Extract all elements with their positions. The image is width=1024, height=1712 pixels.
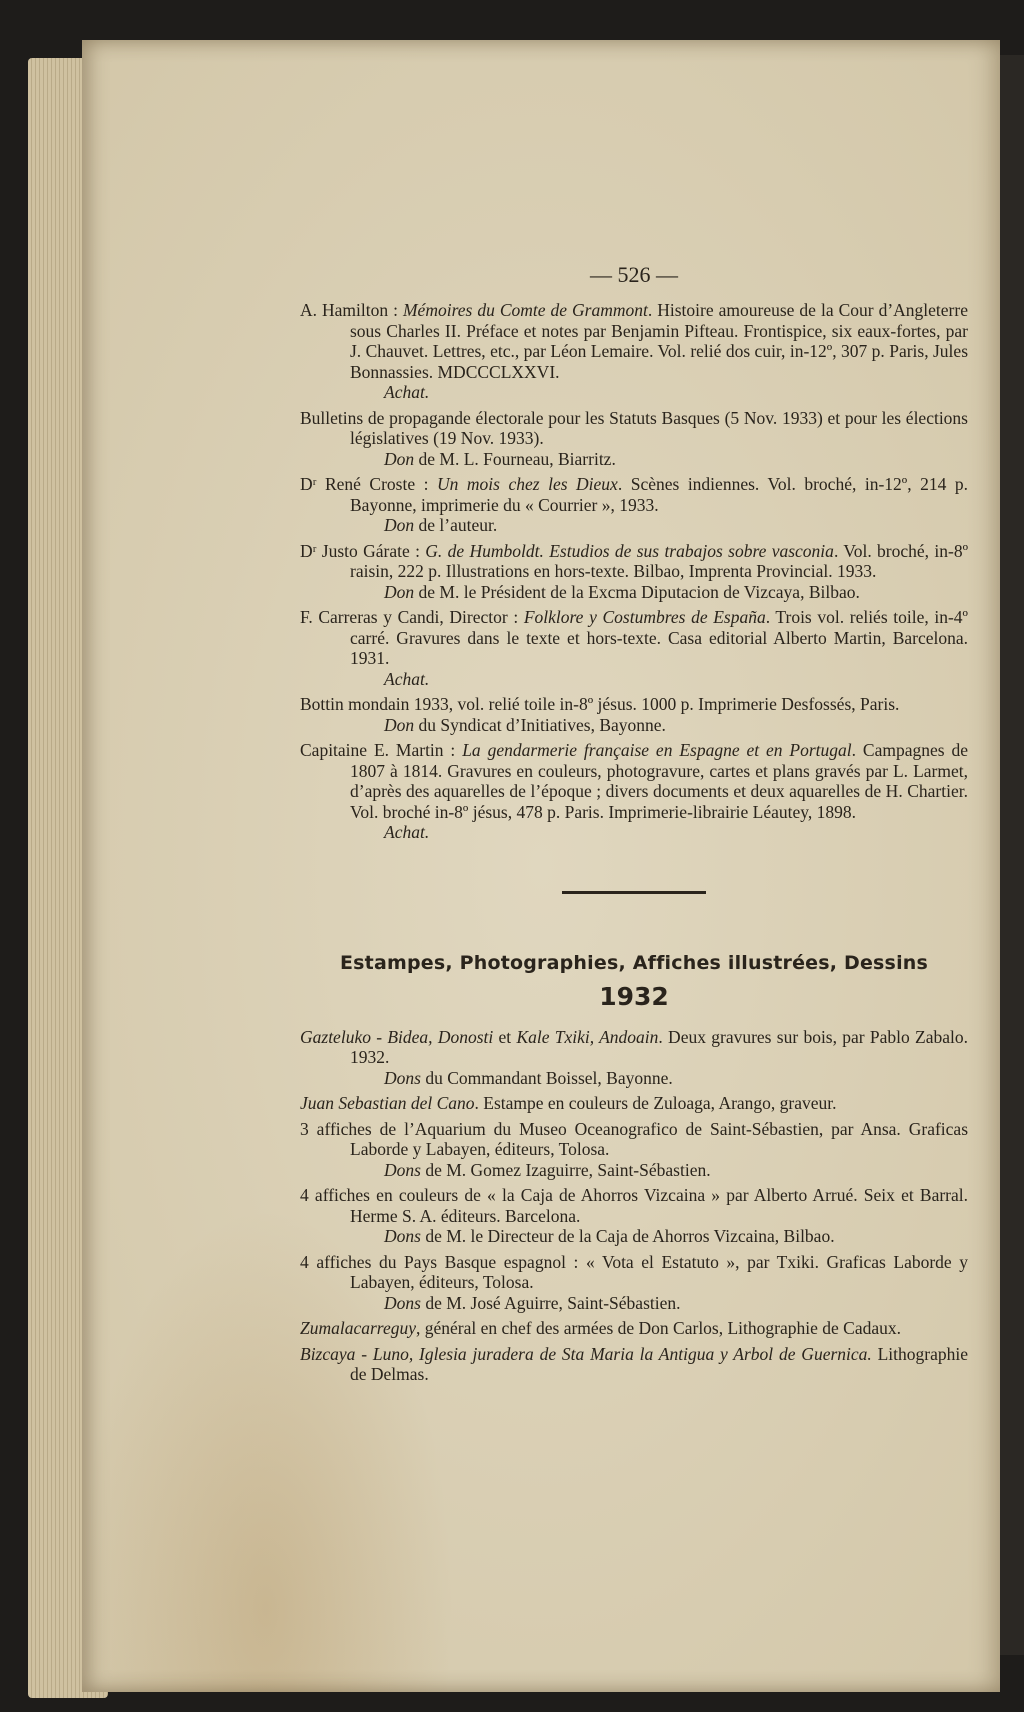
entry-text: Bottin mondain 1933, vol. relié toile in-8º jésus. 1000 p. Imprimerie Desfossés, Paris. (300, 694, 900, 714)
entry-provenance (350, 822, 968, 843)
entry-text: . Deux gravures sur bois, par Pablo Zabalo. 1932. (350, 1026, 968, 1067)
entry-text: Capitaine E. Martin : (300, 740, 463, 760)
prints-list (300, 1027, 968, 1385)
catalog-entry (300, 541, 968, 603)
entry-provenance (350, 1226, 968, 1247)
provenance-text: Don (384, 714, 415, 735)
entry-title: Zumalacarreguy (300, 1318, 417, 1338)
entry-text: et (493, 1026, 517, 1047)
catalog-entry (300, 1185, 968, 1247)
provenance-text: de M. le Président de la Excma Diputacion de Vizcaya, Bilbao. (414, 581, 860, 602)
entry-title: Gazteluko - Bidea, Donosti (300, 1026, 494, 1047)
catalog-entry (300, 740, 968, 843)
catalog-entry (300, 474, 968, 536)
entry-text: 4 affiches en couleurs de « la Caja de Ahorros Vizcaina » par Alberto Arrué. Seix et Barral. Herme S. A. éditeurs. Barcelona. (300, 1185, 968, 1226)
catalog-entry (300, 408, 968, 470)
catalog-entry (300, 1093, 968, 1114)
provenance-text: Don (384, 581, 415, 602)
provenance-text: de M. le Directeur de la Caja de Ahorros Vizcaina, Bilbao. (420, 1226, 835, 1246)
entry-title: Kale Txiki, Andoain (516, 1026, 659, 1047)
entry-title: Mémoires du Comte de Grammont (402, 300, 648, 320)
provenance-text: Achat. (384, 668, 430, 689)
provenance-text: du Commandant Boissel, Bayonne. (420, 1067, 673, 1088)
catalog-entry (300, 1027, 968, 1089)
provenance-text: de l’auteur. (414, 515, 498, 535)
provenance-text: de M. Gomez Izaguirre, Saint-Sébastien. (420, 1159, 711, 1180)
entry-provenance (350, 515, 968, 536)
entry-title: Bizcaya - Luno, Iglesia juradera de Sta Maria la Antigua y Arbol de Guernica. (300, 1343, 872, 1364)
acquisitions-list (300, 300, 968, 843)
entry-provenance (350, 382, 968, 403)
entry-text: . Estampe en couleurs de Zuloaga, Arango, graveur. (474, 1093, 837, 1113)
entry-title: G. de Humboldt. Estudios de sus trabajos sobre vasconia (425, 540, 834, 561)
entry-provenance (350, 669, 968, 690)
provenance-text: Achat. (384, 382, 430, 402)
entry-provenance (350, 449, 968, 470)
entry-title: La gendarmerie française en Espagne et en Portugal (462, 740, 852, 760)
entry-text: Bulletins de propagande électorale pour les Statuts Basques (5 Nov. 1933) et pour les élections législatives (19 Nov. 1933). (300, 407, 968, 448)
provenance-text: Achat. (384, 822, 430, 842)
entry-provenance (350, 1160, 968, 1181)
entry-text: Dʳ René Croste : (300, 474, 437, 494)
page-number: — 526 — (590, 262, 678, 287)
provenance-text: Dons (384, 1292, 421, 1313)
entry-text: 4 affiches du Pays Basque espagnol : « Vota el Estatuto », par Txiki. Graficas Laborde y Labayen, éditeurs, Tolosa. (300, 1251, 968, 1292)
entry-text: Dʳ Justo Gárate : (300, 540, 426, 561)
catalog-entry (300, 694, 968, 735)
catalog-entry (300, 1119, 968, 1181)
section-year: 1932 (599, 981, 669, 1011)
catalog-entry (300, 607, 968, 689)
entry-text: . Scènes indiennes. Vol. broché, in-12º, 214 p. Bayonne, imprimerie du « Courrier », 1933. (350, 474, 968, 515)
entry-provenance (350, 715, 968, 736)
entry-text: 3 affiches de l’Aquarium du Museo Oceanografico de Saint-Sébastien, par Ansa. Graficas Laborde y Labayen, éditeurs, Tolosa. (300, 1118, 968, 1159)
entry-text: Lithographie de Delmas. (350, 1343, 968, 1384)
section-title: Estampes, Photographies, Affiches illustrées, Dessins (339, 951, 929, 974)
entry-text: F. Carreras y Candi, Director : (300, 607, 524, 627)
entry-text: , général en chef des armées de Don Carlos, Lithographie de Cadaux. (416, 1318, 901, 1338)
provenance-text: Don (384, 515, 415, 535)
catalog-entry (300, 300, 968, 403)
catalog-entry (300, 1252, 968, 1314)
entry-text: . Vol. broché, in-8º raisin, 222 p. Illustrations en hors-texte. Bilbao, Imprenta Provincial. 1933. (350, 540, 969, 581)
catalog-entry (300, 1344, 968, 1385)
catalog-entry (300, 1318, 968, 1339)
entry-title: Folklore y Costumbres de España (523, 607, 766, 627)
section-divider (562, 891, 706, 894)
entry-provenance (350, 582, 968, 603)
provenance-text: Dons (384, 1226, 421, 1246)
entry-provenance (350, 1068, 968, 1089)
provenance-text: Dons (384, 1159, 421, 1180)
entry-text: . Histoire amoureuse de la Cour d’Angleterre sous Charles II. Préface et notes par Benjamin Pifteau. Frontispice, six eaux-fortes, par J. Chauvet. Lettres, etc., par Léon Lemaire. Vol. relié dos cuir, in-12º, 307 p. Paris, Jules Bonnassies. MDCCCLXXVI. (350, 300, 968, 382)
provenance-text: Dons (384, 1067, 421, 1088)
provenance-text: de M. L. Fourneau, Biarritz. (414, 448, 616, 469)
page-content (300, 262, 968, 1390)
entry-text: . Trois vol. reliés toile, in-4º carré. Gravures dans le texte et hors-texte. Casa editorial Alberto Martin, Barcelona. 1931. (350, 607, 968, 668)
entry-title: Un mois chez les Dieux (437, 474, 618, 494)
entry-title: Juan Sebastian del Cano (300, 1093, 475, 1113)
provenance-text: Don (384, 448, 415, 469)
entry-provenance (350, 1293, 968, 1314)
provenance-text: du Syndicat d’Initiatives, Bayonne. (414, 714, 666, 735)
entry-text: . Campagnes de 1807 à 1814. Gravures en couleurs, photogravure, cartes et plans gravés par L. Larmet, d’après des aquarelles de l’époque ; divers documents et deux aquarelles de H. Chartier. Vol. broché in-8º jésus, 478 p. Paris. Imprimerie-librairie Léautey, 1898. (350, 740, 968, 822)
entry-text: A. Hamilton : (300, 300, 403, 320)
provenance-text: de M. José Aguirre, Saint-Sébastien. (420, 1292, 681, 1313)
